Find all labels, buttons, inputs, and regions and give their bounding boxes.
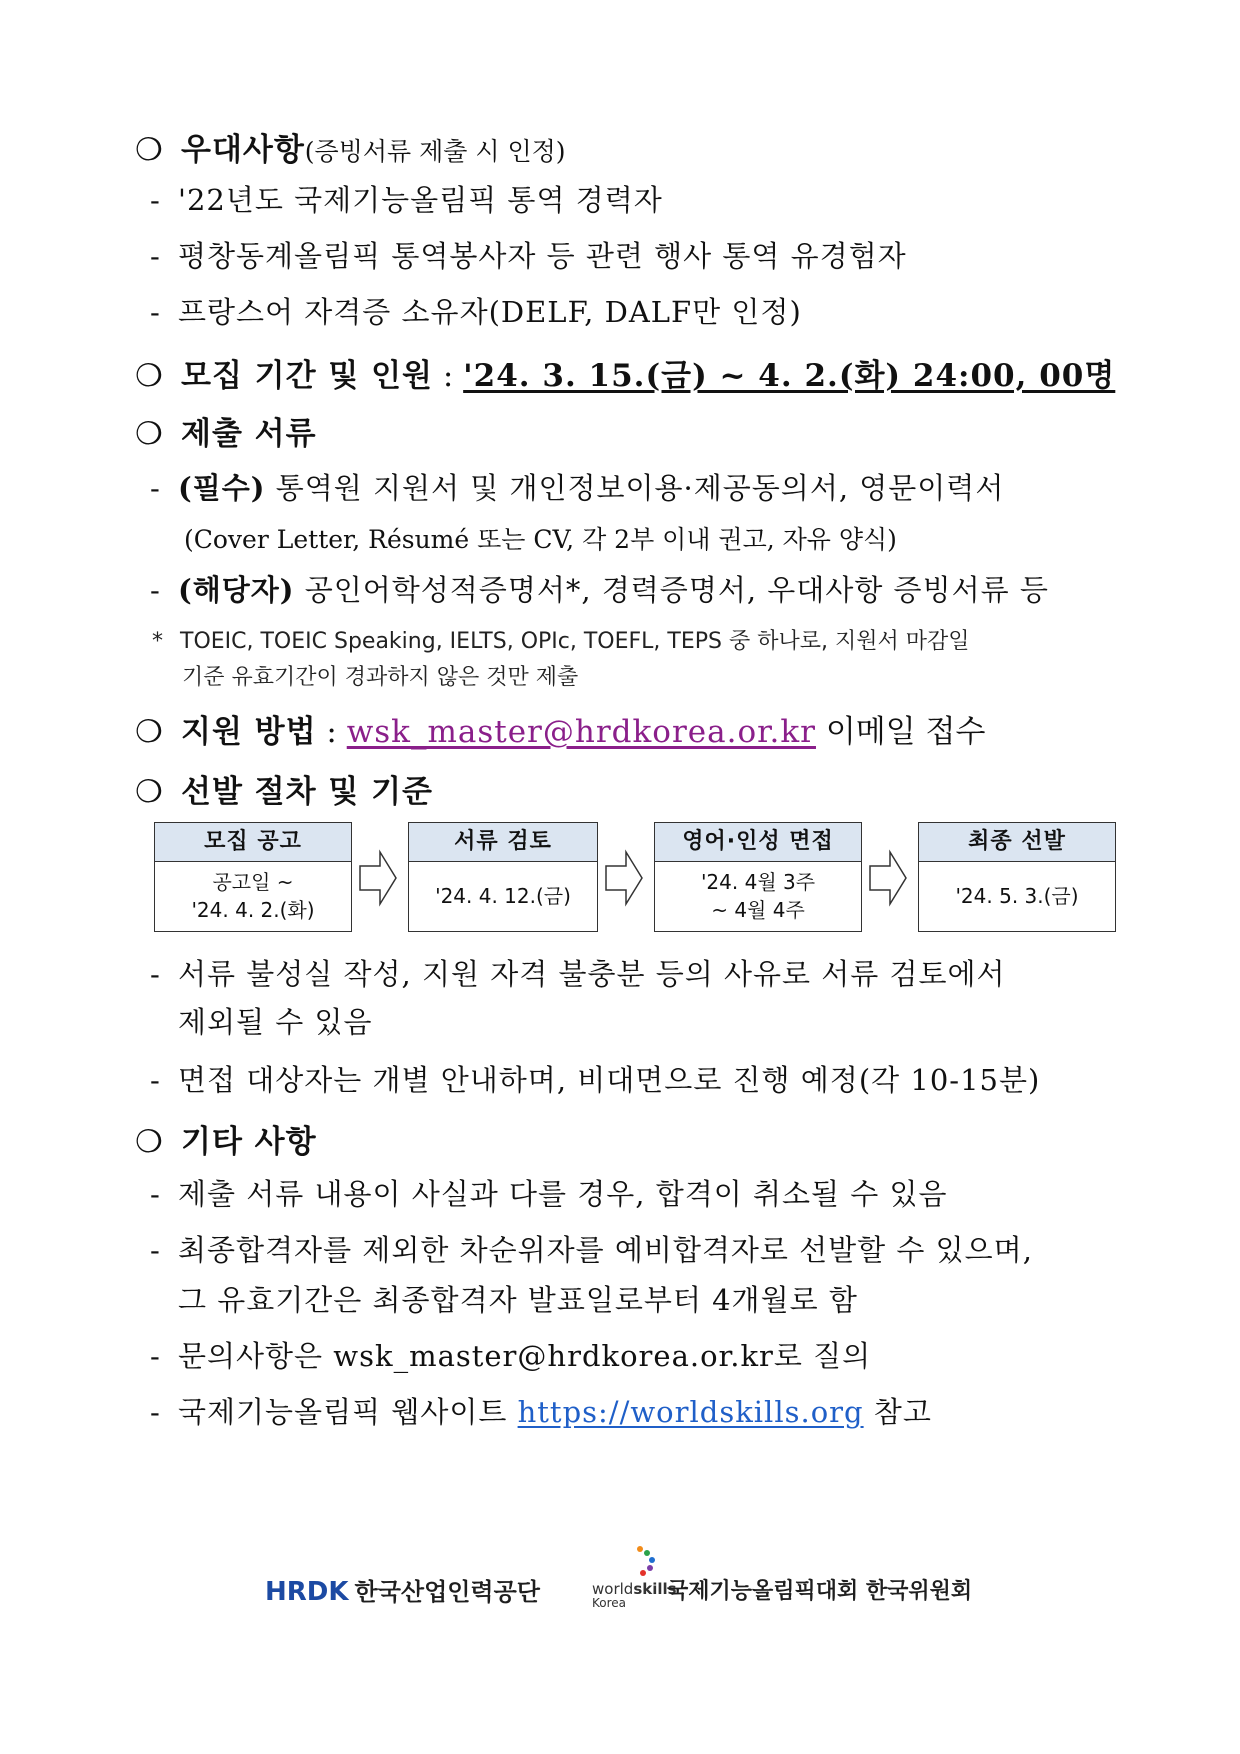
preferential-note: (증빙서류 제출 시 인정) [304,137,566,166]
recruitment-value: '24. 3. 15.(금) ~ 4. 2.(화) 24:00, 00명 [463,358,1116,394]
documents-title: 제출 서류 [181,416,317,452]
documents-required-sub: (Cover Letter, Résumé 또는 CV, 각 2부 이내 권고, 자유 양식) [184,525,897,554]
etc-item: - 제출 서류 내용이 사실과 다를 경우, 합격이 취소될 수 있음 [150,1177,948,1211]
worldskills-mark-icon [630,1544,660,1578]
circle-bullet-icon: ❍ [135,1124,164,1160]
preferential-title: 우대사항 [181,132,305,168]
circle-bullet-icon: ❍ [135,358,164,394]
circle-bullet-icon: ❍ [135,714,164,750]
etc-item-website: - 국제기능올림픽 웹사이트 https://worldskills.org 참고 [150,1395,932,1429]
recruitment-title: 모집 기간 및 인원 [181,358,433,394]
selection-heading [135,766,433,811]
documents-heading [135,408,317,453]
circle-bullet-icon: ❍ [135,774,164,810]
website-link[interactable]: https://worldskills.org [517,1395,864,1429]
etc-title: 기타 사항 [181,1124,317,1160]
process-step-interview: 영어·인성 면접 '24. 4월 3주 ~ 4월 4주 [654,822,862,932]
recruitment-heading: ❍ 모집 기간 및 인원 : '24. 3. 15.(금) ~ 4. 2.(화) 24:00, 00명 [135,358,1116,394]
apply-email-link[interactable]: wsk_master@hrdkorea.or.kr [346,714,816,750]
circle-bullet-icon: ❍ [135,416,164,452]
arrow-right-icon [604,848,644,908]
preferential-heading [135,124,566,169]
apply-heading: ❍ 지원 방법 : wsk_master@hrdkorea.or.kr 이메일 접수 [135,714,986,750]
documents-applicable: - (해당자) 공인어학성적증명서*, 경력증명서, 우대사항 증빙서류 등 [150,573,1049,607]
etc-item: - 문의사항은 wsk_master@hrdkorea.or.kr로 질의 [150,1339,872,1373]
preferential-item: - 프랑스어 자격증 소유자(DELF, DALF만 인정) [150,295,802,329]
etc-item: - 최종합격자를 제외한 차순위자를 예비합격자로 선발할 수 있으며, [150,1233,1033,1267]
hrdk-logo: HRDK 한국산업인력공단 [265,1577,540,1607]
circle-bullet-icon: ❍ [135,132,164,168]
preferential-item: - '22년도 국제기능올림픽 통역 경력자 [150,183,663,217]
documents-required: - (필수) 통역원 지원서 및 개인정보이용·제공동의서, 영문이력서 [150,471,1005,505]
etc-item-cont: 그 유효기간은 최종합격자 발표일로부터 4개월로 함 [178,1283,858,1317]
arrow-right-icon [868,848,908,908]
document-page: ❍ 우대사항(증빙서류 제출 시 인정) - '22년도 국제기능올림픽 통역 경력자 - 평창동계올림픽 통역봉사자 등 관련 행사 통역 유경험자 - 프랑스어 자격증 소유자(DELF, DALF만 인정) ❍ 모집 기간 및 인원 : '24. 3. 15.(금) ~ 4. 2.(화) 24:00, 00명 ❍ 제출 서류 - (필수) 통역원 지원서 및 개인정보이용·제공동의서, 영문이력서 (Cover Letter, Résumé 또는 CV, 각 2부 이내 권고, 자유 양식) - (해당자) 공인어학성적증명서*, 경력증명서, 우대사항 증빙서류 등 * TOEIC, TOEIC Speaking, IELTS, OPIc, TOEFL, TEPS 중 하나로, 지원서 마감일 기준 유효기간이 경과하지 않은 것만 제출 ❍ 지원 방법 : wsk_master@hrdkorea.or.kr 이메일 접수 ❍ 선발 절차 및 기준 모집 공고 공고일 ~ '24. 4. 2.(화) 서류 검토 '24. 4. 12.(금) 영어·인성 면접 '24. 4월 3주 ~ 4월 4주 최종 선발 '24. 5. 3.(금) - 서류 불성실 작성, 지원 자격 불충분 등의 사유로 서류 검토에서 제외될 수 있음 - 면접 대상자는 개별 안내하며, 비대면으로 진행 예정(각 10-15분) ❍ 기타 사항 - 제출 서류 내용이 사실과 다를 경우, 합격이 취소될 수 있음 - 최종합격자를 제외한 차순위자를 예비합격자로 선발할 수 있으며, 그 유효기간은 최종합격자 발표일로부터 4개월로 함 - 문의사항은 wsk_master@hrdkorea.or.kr로 질의 - 국제기능올림픽 웹사이트 https://worldskills.org 참고 HRDK 한국산업인력공단 worldskills Korea 국제기능올림픽대회 한국위원회 [0,0,1240,1754]
apply-title: 지원 방법 [181,714,317,750]
documents-footnote: * TOEIC, TOEIC Speaking, IELTS, OPIc, TOEFL, TEPS 중 하나로, 지원서 마감일 [152,629,970,654]
selection-note: - 면접 대상자는 개별 안내하며, 비대면으로 진행 예정(각 10-15분) [150,1063,1041,1097]
process-step-announcement: 모집 공고 공고일 ~ '24. 4. 2.(화) [154,822,352,932]
arrow-right-icon [358,848,398,908]
selection-note: - 서류 불성실 작성, 지원 자격 불충분 등의 사유로 서류 검토에서 [150,957,1006,991]
etc-heading [135,1116,317,1161]
preferential-item: - 평창동계올림픽 통역봉사자 등 관련 행사 통역 유경험자 [150,239,907,273]
documents-footnote-cont: 기준 유효기간이 경과하지 않은 것만 제출 [182,665,579,690]
process-step-final: 최종 선발 '24. 5. 3.(금) [918,822,1116,932]
selection-title: 선발 절차 및 기준 [181,774,433,810]
selection-note-cont: 제외될 수 있음 [178,1005,373,1039]
process-step-document-review: 서류 검토 '24. 4. 12.(금) [408,822,598,932]
